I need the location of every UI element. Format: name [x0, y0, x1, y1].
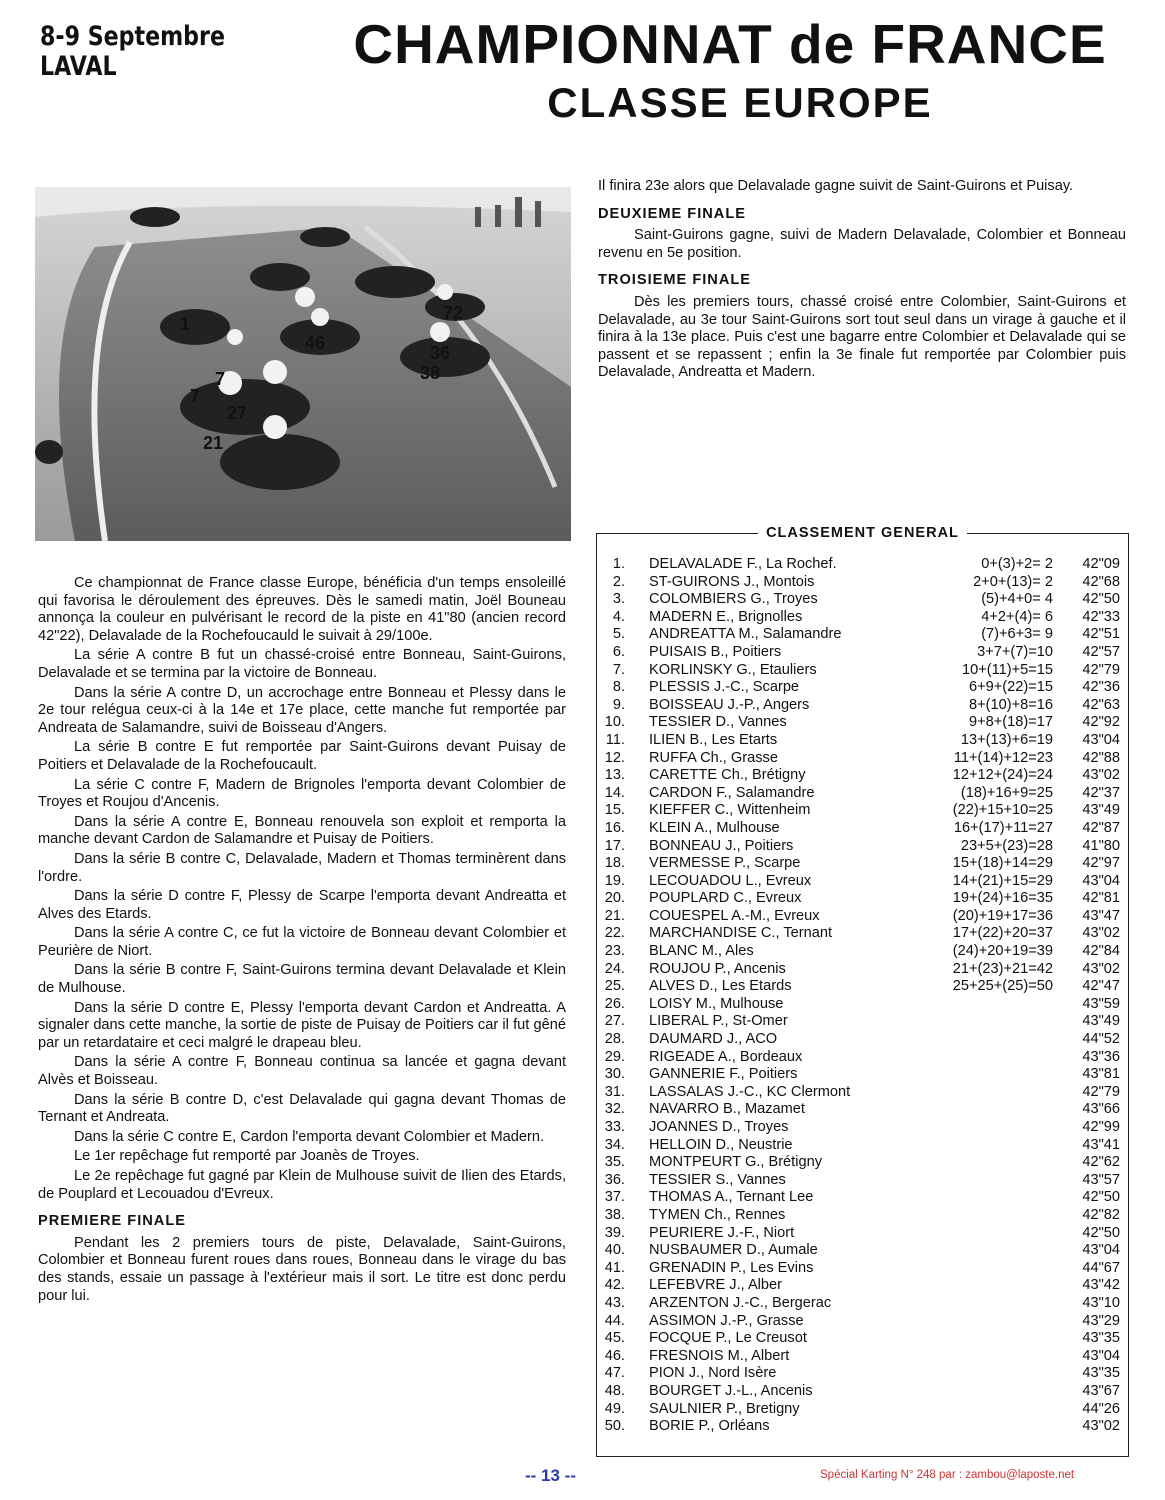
article-paragraph: Dès les premiers tours, chassé croisé entre Colombier, Saint-Guirons et Delavalade, au 3e tour Saint-Guirons sort tout seul dans un virage à gauche et il finira à la 13e place. Puis c'est une bagarre entre Colombier et Delavalade qui se passent et se repassent ; enfin la 3e finale fut remportée par Colombier puis Delavalade, Andreatta et Madern. — [598, 293, 1126, 381]
spectator-shape — [495, 205, 501, 227]
standings-time: 42"62 — [1082, 1154, 1120, 1171]
standings-time: 42"82 — [1082, 1206, 1120, 1223]
standings-name: PUISAIS B., Poitiers — [649, 643, 782, 660]
standings-name: ANDREATTA M., Salamandre — [649, 626, 842, 643]
table-row — [597, 679, 1128, 697]
kart-shape — [35, 440, 63, 464]
table-row — [597, 802, 1128, 820]
spectator-shape — [475, 207, 481, 227]
article-paragraph: La série A contre B fut un chassé-croisé entre Bonneau, Saint-Guirons, Delavalade et se termina par la victoire de Bonneau. — [38, 647, 566, 681]
standings-points: 2+0+(13)= 2 — [973, 573, 1053, 590]
article-paragraph: Dans la série C contre E, Cardon l'emporta devant Colombier et Madern. — [74, 1128, 545, 1145]
table-row — [597, 1225, 1128, 1243]
standings-name: LOISY M., Mulhouse — [649, 995, 784, 1012]
helmet-shape — [295, 287, 315, 307]
table-row — [597, 908, 1128, 926]
standings-rank: 35. — [604, 1154, 625, 1171]
standings-name: KIEFFER C., Wittenheim — [649, 802, 811, 819]
standings-name: COLOMBIERS G., Troyes — [649, 591, 818, 608]
standings-name: RIGEADE A., Bordeaux — [649, 1048, 803, 1065]
table-row — [597, 1207, 1128, 1225]
standings-time: 44"52 — [1082, 1031, 1120, 1048]
table-row — [597, 1401, 1128, 1419]
helmet-shape — [263, 360, 287, 384]
standings-rank: 34. — [604, 1136, 625, 1153]
standings-time: 43"67 — [1082, 1382, 1120, 1399]
kart-shape — [300, 227, 350, 247]
standings-rank: 37. — [604, 1189, 625, 1206]
footer-credit: Spécial Karting N° 248 par : zambou@laposte.net — [820, 1469, 1075, 1481]
standings-time: 42"68 — [1082, 573, 1120, 590]
standings-time: 43"04 — [1082, 872, 1120, 889]
standings-time: 42"50 — [1082, 1224, 1120, 1241]
table-row — [597, 1172, 1128, 1190]
standings-name: RUFFA Ch., Grasse — [649, 749, 778, 766]
table-row — [597, 785, 1128, 803]
standings-points: 16+(17)+11=27 — [953, 819, 1053, 836]
table-row — [597, 1031, 1128, 1049]
standings-rank: 2. — [612, 573, 625, 590]
standings-name: BORIE P., Orléans — [649, 1418, 770, 1435]
standings-points: 17+(22)+20=37 — [952, 925, 1053, 942]
standings-rank: 8. — [612, 679, 625, 696]
standings-rank: 3. — [612, 591, 625, 608]
standings-time: 42"79 — [1082, 661, 1120, 678]
standings-name: ST-GUIRONS J., Montois — [649, 573, 815, 590]
standings-points: 0+(3)+2= 2 — [981, 556, 1053, 572]
standings-points: (24)+20+19=39 — [952, 943, 1053, 960]
standings-time: 41"80 — [1082, 837, 1120, 854]
standings-time: 43"02 — [1082, 767, 1120, 784]
article-paragraph: Pendant les 2 premiers tours de piste, Delavalade, Saint-Guirons, Colombier et Bonneau furent roues dans roues, Bonneau dans le virage du bas des stands, essaie un passage à l'extérieur mais il sort. Le titre est donc perdu pour lui. — [38, 1234, 566, 1304]
standings-rank: 49. — [604, 1400, 625, 1417]
standings-name: CARETTE Ch., Brétigny — [649, 767, 806, 784]
standings-points: 23+5+(23)=28 — [960, 837, 1053, 854]
standings-name: NAVARRO B., Mazamet — [649, 1101, 805, 1118]
standings-name: GANNERIE F., Poitiers — [649, 1066, 798, 1083]
standings-name: JOANNES D., Troyes — [649, 1119, 789, 1135]
standings-rank: 46. — [604, 1347, 625, 1364]
standings-rank: 47. — [604, 1365, 625, 1382]
standings-rank: 32. — [604, 1101, 625, 1118]
kart-shape — [130, 207, 180, 227]
kart-number: 46 — [305, 333, 326, 353]
article-paragraph: Dans la série A contre E, Bonneau renouvela son exploit et remporta la manche devant Cardon de Salamandre et Puisay de Poitiers. — [38, 813, 566, 848]
standings-name: PLESSIS J.-C., Scarpe — [649, 679, 800, 696]
table-row — [597, 609, 1128, 627]
standings-name: LASSALAS J.-C., KC Clermont — [649, 1083, 851, 1100]
standings-name: MADERN E., Brignolles — [649, 608, 803, 625]
kart-number: 27 — [227, 403, 248, 423]
event-place: LAVAL — [40, 51, 117, 82]
standings-name: GRENADIN P., Les Evins — [649, 1259, 814, 1276]
standings-time: 42"09 — [1082, 556, 1120, 572]
standings-time: 42"99 — [1082, 1119, 1120, 1135]
article-paragraph: Dans la série D contre E, Plessy l'emporta devant Cardon et Andreatta. A signaler dans cette manche, la sortie de piste de Puisay de Poitiers car il fut gêné par un retardataire et ceci malgré le drapeau bleu. — [38, 999, 566, 1051]
table-row — [597, 873, 1128, 891]
standings-points: 21+(23)+21=42 — [952, 960, 1053, 977]
standings-name: TESSIER D., Vannes — [649, 714, 787, 731]
standings-points: 19+(24)+16=35 — [952, 890, 1053, 907]
helmet-shape — [437, 284, 453, 300]
standings-rank: 50. — [604, 1418, 625, 1435]
kart-number: 72 — [443, 303, 464, 323]
standings-name: SAULNIER P., Bretigny — [649, 1400, 800, 1417]
standings-time: 43"47 — [1082, 907, 1120, 924]
table-row — [597, 996, 1128, 1014]
table-row — [597, 1313, 1128, 1331]
standings-time: 43"02 — [1082, 960, 1120, 977]
table-row — [597, 1013, 1128, 1031]
standings-rank: 19. — [604, 872, 625, 889]
race-photo — [35, 187, 571, 541]
standings-points: 14+(21)+15=29 — [952, 872, 1053, 889]
standings-time: 43"29 — [1082, 1312, 1120, 1329]
standings-time: 43"42 — [1082, 1277, 1120, 1294]
standings-rank: 5. — [612, 626, 625, 643]
standings-rank: 7. — [612, 661, 625, 678]
standings-time: 43"02 — [1082, 925, 1120, 942]
kart-shape — [355, 266, 435, 298]
standings-rank: 16. — [604, 819, 625, 836]
standings-table — [596, 525, 1129, 1457]
standings-rank: 21. — [604, 907, 625, 924]
standings-rank: 40. — [604, 1242, 625, 1259]
standings-points: 10+(11)+5=15 — [961, 661, 1053, 678]
standings-rank: 6. — [612, 643, 625, 660]
table-row — [597, 978, 1128, 996]
standings-time: 42"97 — [1082, 855, 1120, 872]
standings-name: MONTPEURT G., Brétigny — [649, 1154, 823, 1171]
article-paragraph: La série C contre F, Madern de Brignoles l'emporta devant Colombier de Troyes et Roujou d'Ancenis. — [38, 776, 566, 811]
standings-name: CARDON F., Salamandre — [649, 784, 815, 801]
standings-time: 43"59 — [1082, 995, 1120, 1012]
standings-name: ALVES D., Les Etards — [649, 978, 792, 995]
standings-name: PEURIERE J.-F., Niort — [649, 1224, 795, 1241]
table-row — [597, 732, 1128, 750]
table-row — [597, 838, 1128, 856]
standings-rank: 12. — [604, 749, 625, 766]
standings-title: CLASSEMENT GENERAL — [758, 525, 967, 541]
standings-rank: 45. — [604, 1330, 625, 1347]
standings-rank: 33. — [604, 1119, 625, 1135]
kart-shape — [160, 309, 230, 345]
standings-points: (18)+16+9=25 — [960, 784, 1053, 801]
standings-name: BONNEAU J., Poitiers — [649, 837, 794, 854]
standings-rank: 39. — [604, 1224, 625, 1241]
kart-number: 21 — [203, 433, 224, 453]
kart-number: 38 — [420, 363, 441, 383]
kart-shape — [250, 263, 310, 291]
standings-rank: 24. — [604, 960, 625, 977]
kart-number: 7 — [215, 369, 226, 389]
standings-title-bar — [597, 524, 1128, 542]
standings-name: THOMAS A., Ternant Lee — [649, 1189, 814, 1206]
standings-name: FRESNOIS M., Albert — [649, 1347, 790, 1364]
standings-time: 42"81 — [1082, 890, 1120, 907]
event-date-place — [40, 22, 225, 82]
spectator-shape — [535, 201, 541, 227]
standings-name: ILIEN B., Les Etarts — [649, 731, 778, 748]
table-row — [597, 1418, 1128, 1436]
kart-number: 36 — [430, 343, 451, 363]
table-row — [597, 1137, 1128, 1155]
helmet-shape — [263, 415, 287, 439]
article-paragraph: Le 2e repêchage fut gagné par Klein de Mulhouse suivit de Ilien des Etards, de Pouplard et Lecouadou d'Evreux. — [38, 1168, 566, 1202]
standings-rank: 23. — [604, 943, 625, 960]
standings-rank: 15. — [604, 802, 625, 819]
article-paragraph: La série B contre E fut remportée par Saint-Guirons devant Puisay de Poitiers et Delavalade de la Rochefoucault. — [38, 739, 566, 773]
standings-name: TESSIER S., Vannes — [649, 1171, 786, 1188]
standings-rows — [597, 556, 1128, 1436]
article-paragraph: Dans la série A contre C, ce fut la victoire de Bonneau devant Colombier et Peurière de Niort. — [38, 925, 566, 959]
article-paragraph: Dans la série B contre D, c'est Delavalade qui gagna devant Thomas de Ternant et Andreata. — [38, 1091, 566, 1126]
standings-time: 42"50 — [1082, 591, 1120, 608]
standings-time: 43"36 — [1082, 1048, 1120, 1065]
standings-time: 43"81 — [1082, 1066, 1120, 1083]
table-row — [597, 1277, 1128, 1295]
standings-name: DELAVALADE F., La Rochef. — [649, 556, 837, 572]
table-row — [597, 714, 1128, 732]
standings-points: 11+(14)+12=23 — [953, 749, 1053, 766]
standings-points: 6+9+(22)=15 — [969, 679, 1053, 696]
standings-name: VERMESSE P., Scarpe — [649, 855, 801, 872]
standings-name: HELLOIN D., Neustrie — [649, 1136, 793, 1153]
standings-time: 42"92 — [1082, 714, 1120, 731]
table-row — [597, 644, 1128, 662]
standings-rank: 18. — [604, 855, 625, 872]
standings-rank: 26. — [604, 995, 625, 1012]
spectator-shape — [515, 197, 522, 227]
standings-time: 43"04 — [1082, 1347, 1120, 1364]
standings-points: 13+(13)+6=19 — [960, 731, 1053, 748]
standings-name: PION J., Nord Isère — [649, 1365, 777, 1382]
standings-name: POUPLARD C., Evreux — [649, 890, 802, 907]
page-subtitle: CLASSE EUROPE — [547, 79, 933, 126]
standings-time: 43"35 — [1082, 1330, 1120, 1347]
standings-rank: 28. — [604, 1031, 625, 1048]
standings-rank: 17. — [604, 837, 625, 854]
article-paragraph: Ce championnat de France classe Europe, bénéficia d'un temps ensoleillé qui favorisa le déroulement des épreuves. Dès le samedi matin, Joël Bouneau annonça la couleur en pulvérisant le record de la piste en 41"80 (ancien record 42"22), Delavalade de la Rochefoucauld le suivait à 29/100e. — [38, 575, 566, 644]
table-row — [597, 1348, 1128, 1366]
standings-name: DAUMARD J., ACO — [649, 1031, 778, 1048]
article-right-column — [598, 178, 1126, 384]
standings-points: (22)+15+10=25 — [952, 802, 1053, 819]
table-row — [597, 1242, 1128, 1260]
standings-points: (20)+19+17=36 — [952, 907, 1053, 924]
table-row — [597, 591, 1128, 609]
table-row — [597, 767, 1128, 785]
standings-rank: 30. — [604, 1066, 625, 1083]
standings-name: MARCHANDISE C., Ternant — [649, 925, 833, 942]
standings-time: 43"04 — [1082, 731, 1120, 748]
race-photo-illustration — [35, 187, 571, 541]
standings-name: LIBERAL P., St-Omer — [649, 1013, 788, 1030]
standings-rank: 42. — [604, 1277, 625, 1294]
standings-time: 42"88 — [1082, 749, 1120, 766]
helmet-shape — [311, 308, 329, 326]
standings-rank: 20. — [604, 890, 625, 907]
table-row — [597, 855, 1128, 873]
standings-rank: 22. — [604, 925, 625, 942]
standings-points: 4+2+(4)= 6 — [981, 608, 1053, 625]
article-paragraph: Le 1er repêchage fut remporté par Joanès de Troyes. — [74, 1148, 420, 1165]
standings-time: 42"37 — [1082, 784, 1120, 801]
table-row — [597, 1295, 1128, 1313]
article-paragraph: Dans la série A contre F, Bonneau continua sa lancée et gagna devant Alvès et Boisseau. — [38, 1054, 566, 1089]
standings-name: ASSIMON J.-P., Grasse — [649, 1312, 804, 1329]
table-row — [597, 961, 1128, 979]
standings-points: (5)+4+0= 4 — [981, 591, 1053, 608]
standings-rank: 41. — [604, 1259, 625, 1276]
standings-rank: 36. — [604, 1171, 625, 1188]
table-row — [597, 750, 1128, 768]
table-row — [597, 925, 1128, 943]
standings-rank: 9. — [612, 696, 625, 713]
article-paragraph: Dans la série B contre C, Delavalade, Madern et Thomas terminèrent dans l'ordre. — [38, 850, 566, 885]
table-row — [597, 943, 1128, 961]
standings-name: BLANC M., Ales — [649, 943, 754, 960]
table-row — [597, 890, 1128, 908]
table-row — [597, 820, 1128, 838]
standings-points: 12+12+(24)=24 — [952, 767, 1053, 784]
standings-time: 43"10 — [1082, 1294, 1120, 1311]
table-row — [597, 1049, 1128, 1067]
article-paragraph: Dans la série A contre D, un accrochage entre Bonneau et Plessy dans le 2e tour relégua ceux-ci à la 14e et 17e place, cette manche fut remportée par Andreata de Salamandre, suivi de Boisseau d'Angers. — [38, 684, 566, 736]
article-left-column — [38, 575, 566, 1307]
standings-rank: 48. — [604, 1382, 625, 1399]
helmet-shape — [227, 329, 243, 345]
standings-name: TYMEN Ch., Rennes — [649, 1206, 786, 1223]
table-row — [597, 662, 1128, 680]
helmet-shape — [430, 322, 450, 342]
standings-time: 42"87 — [1082, 819, 1120, 836]
table-row — [597, 1101, 1128, 1119]
standings-points: 25+25+(25)=50 — [952, 978, 1053, 995]
standings-time: 42"50 — [1082, 1189, 1120, 1206]
standings-name: COUESPEL A.-M., Evreux — [649, 907, 820, 924]
table-row — [597, 574, 1128, 592]
standings-name: KLEIN A., Mulhouse — [649, 819, 780, 836]
standings-rank: 11. — [605, 731, 625, 748]
standings-points: 15+(18)+14=29 — [952, 855, 1053, 872]
table-row — [597, 1330, 1128, 1348]
article-paragraph: Dans la série D contre F, Plessy de Scarpe l'emporta devant Andreatta et Alves des Etards. — [38, 888, 566, 922]
heading-third-final: TROISIEME FINALE — [598, 272, 752, 289]
article-paragraph: Dans la série B contre F, Saint-Guirons termina devant Delavalade et Klein de Mulhouse. — [38, 962, 566, 997]
standings-points: (7)+6+3= 9 — [981, 626, 1053, 643]
standings-rank: 4. — [612, 608, 625, 625]
standings-rank: 1. — [612, 556, 625, 572]
standings-name: FOCQUE P., Le Creusot — [649, 1330, 807, 1347]
standings-rank: 25. — [604, 978, 625, 995]
standings-rank: 44. — [604, 1312, 625, 1329]
standings-rank: 13. — [604, 767, 625, 784]
page-number: -- 13 -- — [525, 1466, 576, 1485]
table-row — [597, 1119, 1128, 1137]
standings-rank: 10. — [604, 714, 625, 731]
kart-number: 1 — [180, 314, 191, 334]
standings-points: 3+7+(7)=10 — [977, 643, 1053, 660]
kart-number: 7 — [190, 386, 201, 406]
table-row — [597, 626, 1128, 644]
standings-time: 42"79 — [1082, 1083, 1120, 1100]
standings-time: 42"47 — [1082, 978, 1120, 995]
standings-time: 43"57 — [1082, 1171, 1120, 1188]
standings-time: 44"26 — [1082, 1400, 1120, 1417]
standings-time: 43"04 — [1082, 1242, 1120, 1259]
standings-time: 42"51 — [1082, 626, 1120, 643]
table-row — [597, 697, 1128, 715]
heading-first-final: PREMIERE FINALE — [38, 1213, 186, 1230]
standings-time: 43"35 — [1082, 1365, 1120, 1382]
standings-points: 8+(10)+8=16 — [969, 696, 1053, 713]
standings-time: 43"49 — [1082, 1013, 1120, 1030]
standings-time: 42"36 — [1082, 679, 1120, 696]
standings-name: NUSBAUMER D., Aumale — [649, 1242, 818, 1259]
standings-rank: 31. — [604, 1083, 625, 1100]
standings-time: 42"84 — [1082, 943, 1120, 960]
standings-name: KORLINSKY G., Etauliers — [649, 661, 817, 678]
article-paragraph: Saint-Guirons gagne, suivi de Madern Delavalade, Colombier et Bonneau revenu en 5e position. — [598, 227, 1126, 261]
page-title: CHAMPIONNAT de FRANCE — [353, 13, 1107, 75]
standings-name: BOISSEAU J.-P., Angers — [649, 696, 810, 713]
standings-points: 9+8+(18)=17 — [969, 714, 1053, 731]
standings-time: 43"66 — [1082, 1101, 1120, 1118]
standings-name: ROUJOU P., Ancenis — [649, 960, 786, 977]
table-row — [597, 1189, 1128, 1207]
standings-time: 43"49 — [1082, 802, 1120, 819]
standings-time: 42"63 — [1082, 696, 1120, 713]
table-row — [597, 1084, 1128, 1102]
event-date: 8-9 Septembre — [40, 21, 225, 52]
standings-rank: 29. — [604, 1048, 625, 1065]
kart-shape — [220, 434, 340, 490]
standings-time: 43"02 — [1082, 1418, 1120, 1435]
standings-time: 42"57 — [1082, 643, 1120, 660]
table-row — [597, 1154, 1128, 1172]
standings-time: 43"41 — [1082, 1136, 1120, 1153]
table-row — [597, 1066, 1128, 1084]
table-row — [597, 1383, 1128, 1401]
standings-name: ARZENTON J.-C., Bergerac — [649, 1294, 832, 1311]
standings-name: BOURGET J.-L., Ancenis — [649, 1382, 813, 1399]
standings-rank: 14. — [604, 784, 625, 801]
standings-rank: 43. — [604, 1294, 625, 1311]
standings-time: 42"33 — [1082, 608, 1120, 625]
standings-time: 44"67 — [1082, 1259, 1120, 1276]
standings-rank: 27. — [604, 1013, 625, 1030]
standings-name: LEFEBVRE J., Alber — [649, 1277, 783, 1294]
article-paragraph: Il finira 23e alors que Delavalade gagne suivit de Saint-Guirons et Puisay. — [598, 178, 1074, 194]
table-row — [597, 556, 1128, 574]
standings-rank: 38. — [604, 1206, 625, 1223]
table-row — [597, 1365, 1128, 1383]
heading-second-final: DEUXIEME FINALE — [598, 205, 746, 222]
standings-name: LECOUADOU L., Evreux — [649, 872, 812, 889]
table-row — [597, 1260, 1128, 1278]
